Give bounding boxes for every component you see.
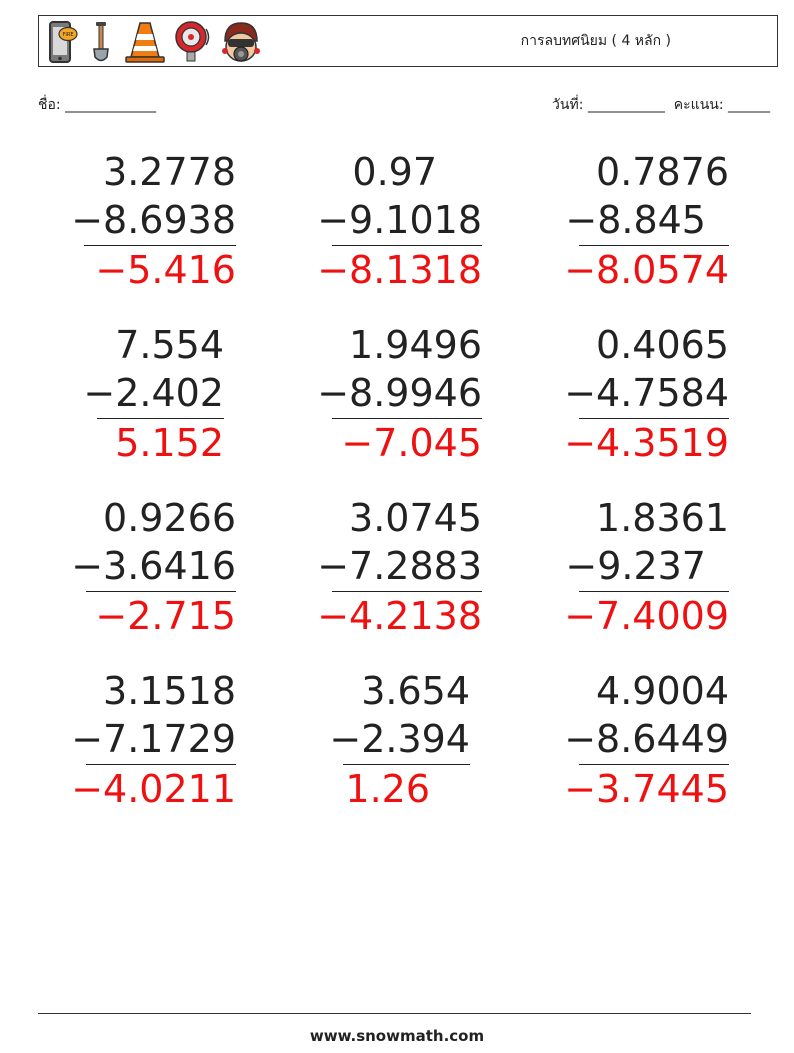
worksheet-title: การลบทศนิยม ( 4 หลัก ) [520,33,671,49]
name-field [38,94,156,116]
minuend: 3.0745 [349,496,482,540]
answer: 1.26 [345,767,430,811]
subtrahend: −8.6449 [564,717,729,761]
minuend: 0.4065 [596,323,729,367]
name-label: ชื่อ: [38,97,61,113]
footer-divider [38,1013,751,1014]
minuend: 0.97 [352,150,437,194]
minuend: 3.1518 [103,669,236,713]
answer: 5.152 [115,421,224,465]
subtrahend: −7.2883 [317,544,482,588]
answer: −4.3519 [564,421,729,465]
answer: −7.045 [341,421,482,465]
subtrahend: −8.9946 [317,371,482,415]
score-blank: ______ [728,97,770,113]
minuend: 7.554 [115,323,224,367]
subtrahend: −9.237 [565,544,706,588]
minuend: 0.7876 [596,150,729,194]
minuend: 3.2778 [103,150,236,194]
worksheet-header [38,15,778,67]
answer: −5.416 [95,248,236,292]
subtrahend: −8.6938 [71,198,236,242]
fire-alarm-bell-icon [173,19,213,65]
phone-alarm-icon [47,19,79,65]
subtrahend: −4.7584 [564,371,729,415]
answer: −4.2138 [317,594,482,638]
footer-site: www.snowmath.com [309,1027,485,1045]
date-blank: ___________ [587,97,665,113]
subtrahend: −2.394 [329,717,470,761]
answer: −3.7445 [564,767,729,811]
score-label: คะแนน: [673,97,724,113]
shovel-icon [85,19,117,65]
date-label: วันที่: [552,97,584,113]
minuend: 0.9266 [103,496,236,540]
minuend: 1.8361 [596,496,729,540]
subtrahend: −8.845 [565,198,706,242]
traffic-cone-icon [123,19,167,65]
subtrahend: −7.1729 [71,717,236,761]
answer: −2.715 [95,594,236,638]
minuend: 4.9004 [596,669,729,713]
minuend: 3.654 [361,669,470,713]
phone-badge-text: FIRE [62,32,74,38]
subtrahend: −2.402 [83,371,224,415]
date-score-field [552,94,770,116]
subtrahend: −9.1018 [317,198,482,242]
name-blank: _____________ [65,97,157,113]
answer: −7.4009 [564,594,729,638]
answer: −4.0211 [71,767,236,811]
answer: −8.0574 [564,248,729,292]
firefighter-mask-icon [219,19,263,65]
minuend: 1.9496 [349,323,482,367]
subtrahend: −3.6416 [71,544,236,588]
answer: −8.1318 [317,248,482,292]
header-icons [47,19,263,65]
